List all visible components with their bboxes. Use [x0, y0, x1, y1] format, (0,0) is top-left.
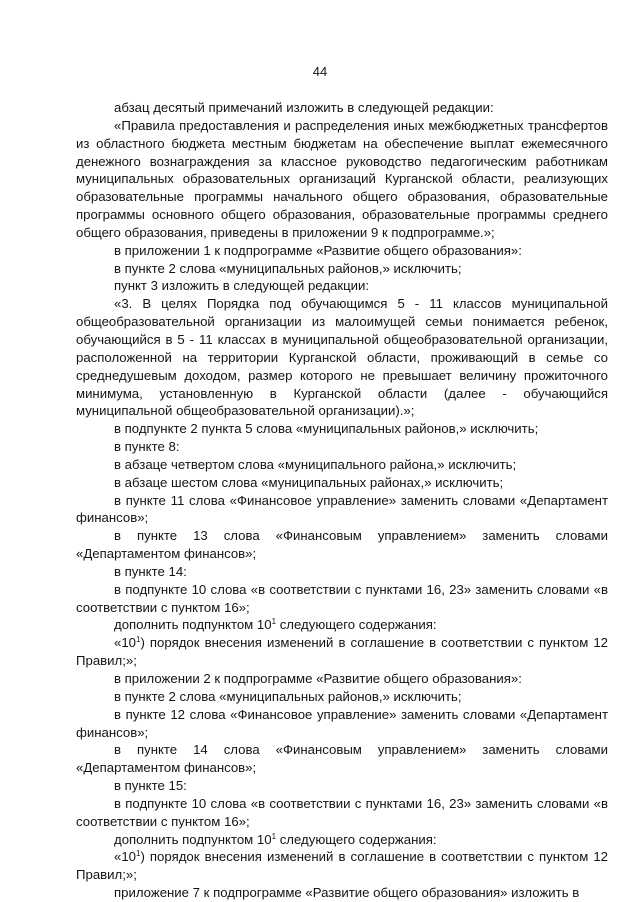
- superscript: 1: [136, 849, 141, 859]
- superscript: 1: [136, 635, 141, 645]
- paragraph: в приложении 2 к подпрограмме «Развитие общего образования»:: [114, 671, 522, 686]
- paragraph: в пункте 11 слова «Финансовое управление» заменить словами «Департамент финансов»;: [76, 492, 608, 526]
- paragraph-text: дополнить подпунктом 10: [114, 617, 272, 633]
- paragraph: в подпункте 10 слова «в соответствии с пунктами 16, 23» заменить словами «в соответствии с пунктом 16»;: [76, 795, 608, 829]
- paragraph: в пункте 12 слова «Финансовое управление» заменить словами «Департамент финансов»;: [76, 706, 608, 740]
- paragraph: абзац десятый примечаний изложить в следующей редакции:: [114, 100, 494, 115]
- paragraph: в пункте 8:: [114, 439, 180, 455]
- superscript: 1: [271, 617, 277, 627]
- paragraph: в подпункте 10 слова «в соответствии с пунктами 16, 23» заменить словами «в соответствии с пунктом 16»;: [76, 581, 608, 615]
- paragraph-text: «10: [114, 849, 137, 865]
- paragraph: в пункте 2 слова «муниципальных районов,» исключить;: [114, 688, 462, 704]
- document-body: [76, 99, 608, 902]
- paragraph: в пункте 2 слова «муниципальных районов,» исключить;: [114, 260, 462, 276]
- paragraph: в абзаце шестом слова «муниципальных районах,» исключить;: [114, 474, 504, 490]
- paragraph: в пункте 14 слова «Финансовым управлением» заменить словами «Департаментом финансов»;: [76, 742, 608, 776]
- paragraph-text: следующего содержания:: [276, 617, 437, 633]
- page-number: 44: [312, 64, 328, 79]
- paragraph: в пункте 13 слова «Финансовым управлением» заменить словами «Департаментом финансов»;: [76, 528, 608, 562]
- paragraph: [76, 616, 608, 634]
- paragraph: в подпункте 2 пункта 5 слова «муниципальных районов,» исключить;: [114, 421, 539, 437]
- paragraph: в пункте 15:: [114, 778, 187, 794]
- paragraph: пункт 3 изложить в следующей редакции:: [114, 278, 370, 294]
- paragraph-text: ) порядок внесения изменений в соглашение в соответствии с пунктом 12 Правил;»;: [76, 849, 608, 883]
- paragraph: [76, 848, 608, 884]
- paragraph: [76, 831, 608, 849]
- paragraph-text: ) порядок внесения изменений в соглашение в соответствии с пунктом 12 Правил;»;: [76, 635, 608, 669]
- paragraph: в приложении 1 к подпрограмме «Развитие общего образования»:: [114, 242, 522, 258]
- paragraph-text: следующего содержания:: [276, 831, 437, 847]
- paragraph-text: «10: [114, 635, 137, 651]
- paragraph: [76, 634, 608, 670]
- paragraph: в пункте 14:: [114, 563, 187, 579]
- superscript: 1: [271, 831, 277, 841]
- paragraph: «Правила предоставления и распределения иных межбюджетных трансфертов из областного бюджета местным бюджетам на обеспечение выплат ежемесячного денежного вознаграждения за классное руководство педагогическим работникам муниципальных образовательных организаций Курганской области, реализующих образовательные программы начального общего образования, образовательные программы основного общего образования, образовательные программы среднего общего образования, приведены в приложении 9 к подпрограмме.»;: [76, 117, 608, 240]
- paragraph: «3. В целях Порядка под обучающимся 5 - 11 классов муниципальной общеобразовательной организации из малоимущей семьи понимается ребенок, обучающийся в 5 - 11 классах в муниципальной общеобразовательной организации, расположенной на территории Курганской области, проживающий в семье со среднедушевым доходом, размер которого не превышает величину прожиточного минимума, установленную в Курганской области (далее - обучающийся муниципальной общеобразовательной организации).»;: [76, 296, 608, 419]
- paragraph: в абзаце четвертом слова «муниципального района,» исключить;: [114, 456, 517, 472]
- paragraph: приложение 7 к подпрограмме «Развитие общего образования» изложить в: [114, 885, 580, 901]
- paragraph-text: дополнить подпунктом 10: [114, 831, 272, 847]
